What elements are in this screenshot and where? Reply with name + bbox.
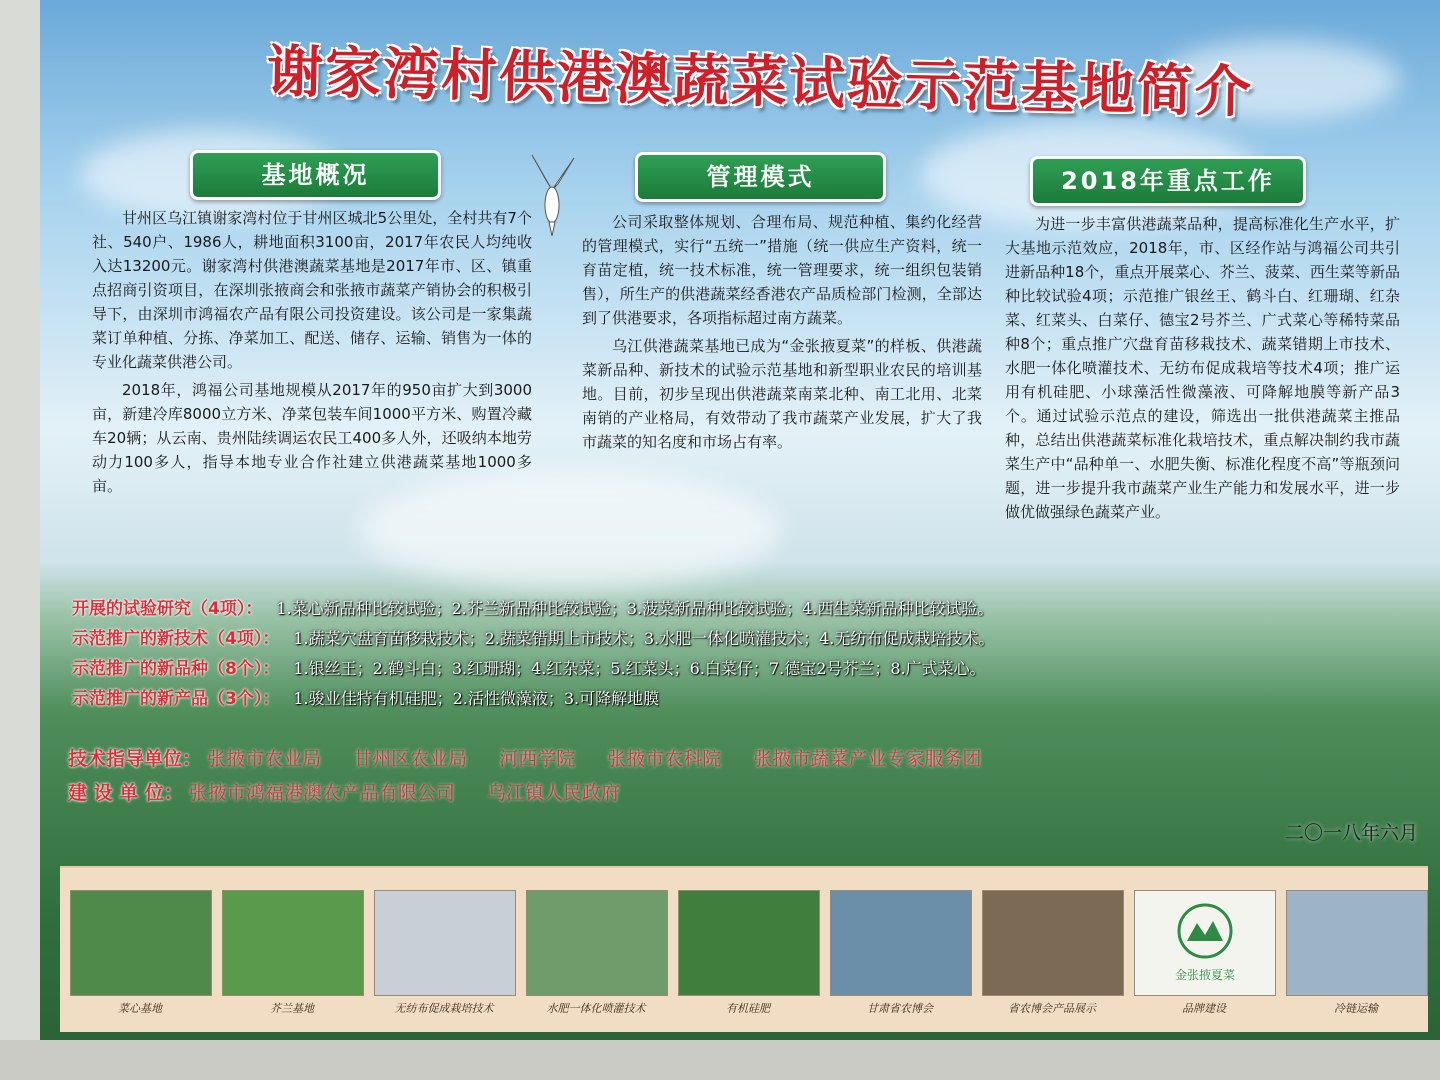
- build-unit: 张掖市鸿福港澳农产品有限公司: [188, 782, 455, 804]
- tech-unit: 张掖市农业局: [207, 748, 322, 770]
- tech-unit: 张掖市农科院: [607, 748, 722, 770]
- photo-caption: 有机硅肥: [726, 1002, 770, 1015]
- photo-silicon-fertilizer: [678, 890, 820, 996]
- list-item-value: 1.银丝王；2.鹤斗白；3.红珊瑚；4.红杂菜；5.红菜头；6.白菜仔；7.德宝2号芥兰；8.广式菜心。: [293, 659, 986, 678]
- list-item-label: 开展的试验研究（4项）：: [72, 599, 263, 619]
- photo-caixin-base: [70, 890, 212, 996]
- units-block: [68, 742, 1007, 810]
- photo-caption: 无纺布促成栽培技术: [394, 1002, 494, 1015]
- management-paragraph: 公司采取整体规划、合理布局、规范种植、集约化经营的管理模式，实行“五统一”措施（统一供应生产资料，统一育苗定植，统一技术标准，统一管理要求，统一组织包装销售），所生产的供港蔬菜经香港农产品质检部门检测，全部达到了供港要求，各项指标超过南方蔬菜。: [582, 213, 982, 327]
- billboard-title: 谢家湾村供港澳蔬菜试验示范基地简介: [266, 38, 1254, 126]
- overview-paragraph: 2018年，鸿福公司基地规模从2017年的950亩扩大到3000亩，新建冷库8000立方米、净菜包装车间1000平方米、购置冷藏车20辆；从云南、贵州陆续调运农民工400多人外，还吸纳本地劳动力100多人，指导本地专业合作社建立供港蔬菜基地1000多亩。: [92, 381, 532, 495]
- tech-units-label: 技术指导单位：: [68, 748, 202, 770]
- work-2018-paragraph: 为进一步丰富供港蔬菜品种，提高标准化生产水平，扩大基地示范效应，2018年，市、区经作站与鸿福公司共引进新品种18个，重点开展菜心、芥兰、菠菜、西生菜等新品种比较试验4项；示范推广银丝王、鹤斗白、红珊瑚、红杂菜、红菜头、白菜仔、德宝2号芥兰、广式菜心等稀特菜品种8个；重点推广穴盘育苗移栽技术、蔬菜错期上市技术、水肥一体化喷灌技术、无纺布促成栽培等技术4项；推广运用有机硅肥、小球藻活性微藻液、可降解地膜等新产品3个。通过试验示范点的建设，筛选出一批供港蔬菜主推品种，总结出供港蔬菜标准化栽培技术，重点解决制约我市蔬菜生产中“品种单一、水肥失衡、标准化程度不高”等瓶颈问题，进一步提升我市蔬菜产业生产能力和发展水平，进一步做优做强绿色蔬菜产业。: [1005, 215, 1400, 521]
- photo-cold-chain: [1286, 890, 1428, 996]
- photo-caption: 菜心基地: [118, 1002, 162, 1015]
- photo-expo-products: [982, 890, 1124, 996]
- photo-irrigation: [526, 890, 668, 996]
- list-item: [72, 654, 1372, 684]
- photo-jielan-base: [222, 890, 364, 996]
- photo-caption: 水肥一体化喷灌技术: [546, 1002, 646, 1015]
- photo-brand: [1134, 890, 1276, 996]
- list-item-label: 示范推广的新技术（4项）：: [72, 629, 280, 649]
- list-item-value: 1.骏业佳特有机硅肥；2.活性微藻液；3.可降解地膜: [293, 689, 660, 708]
- list-item: [72, 594, 1372, 624]
- brand-logo-icon: [1135, 891, 1275, 995]
- build-units-label: 建 设 单 位：: [68, 782, 183, 804]
- build-unit: 乌江镇人民政府: [486, 782, 620, 804]
- list-item-value: 1.菜心新品种比较试验；2.芥兰新品种比较试验；3.菠菜新品种比较试验；4.西生菜新品种比较试验。: [276, 599, 994, 618]
- photo-caption: 甘肃省农博会: [867, 1002, 933, 1015]
- photo-strip: [60, 866, 1428, 1032]
- tech-unit: 河西学院: [499, 748, 576, 770]
- list-item-label: 示范推广的新品种（8个）：: [72, 659, 280, 679]
- sign-date: 二〇一八年六月: [1284, 822, 1418, 844]
- tech-unit: 甘州区农业局: [353, 748, 468, 770]
- project-list: [72, 594, 1372, 714]
- photo-nonwoven: [374, 890, 516, 996]
- section-heading-overview: 基地概况: [190, 150, 441, 200]
- list-item-label: 示范推广的新产品（3个）：: [72, 689, 280, 709]
- brand-logo-text: 金张掖夏菜: [1174, 968, 1236, 982]
- work-2018-column: [1005, 212, 1400, 528]
- overview-paragraph: 甘州区乌江镇谢家湾村位于甘州区城北5公里处，全村共有7个社、540户、1986人，耕地面积3100亩，2017年农民人均纯收入达13200元。谢家湾村供港澳蔬菜基地是2017年市、区、镇重点招商引资项目，在深圳张掖商会和张掖市蔬菜产销协会的积极引导下，由深圳市鸿福农产品有限公司投资建设。该公司是一家集蔬菜订单种植、分拣、净菜加工、配送、储存、运输、销售为一体的专业化蔬菜供港公司。: [92, 209, 532, 371]
- list-item: [72, 684, 1372, 714]
- management-paragraph: 乌江供港蔬菜基地已成为“金张掖夏菜”的样板、供港蔬菜新品种、新技术的试验示范基地和新型职业农民的培训基地。目前，初步呈现出供港蔬菜南菜北种、南工北用、北菜南销的产业格局，有效带动了我市蔬菜产业发展，扩大了我市蔬菜的知名度和市场占有率。: [582, 337, 982, 451]
- build-units-row: [68, 776, 1007, 810]
- overview-column: [92, 206, 532, 502]
- photo-caption: 省农博会产品展示: [1008, 1002, 1096, 1015]
- photo-caption: 品牌建设: [1182, 1002, 1226, 1015]
- photo-expo: [830, 890, 972, 996]
- photo-caption: 冷链运输: [1334, 1002, 1378, 1015]
- photo-caption: 芥兰基地: [270, 1002, 314, 1015]
- tech-unit: 张掖市蔬菜产业专家服务团: [753, 748, 982, 770]
- section-heading-management: 管理模式: [635, 152, 886, 202]
- management-column: [582, 210, 982, 458]
- list-item-value: 1.蔬菜穴盘育苗移栽技术；2.蔬菜错期上市技术；3.水肥一体化喷灌技术；4.无纺布促成栽培技术。: [293, 629, 995, 648]
- section-heading-2018: 2018年重点工作: [1030, 156, 1306, 206]
- tech-units-row: [68, 742, 1007, 776]
- ground: [0, 1040, 1440, 1080]
- billboard: [40, 0, 1440, 1080]
- list-item: [72, 624, 1372, 654]
